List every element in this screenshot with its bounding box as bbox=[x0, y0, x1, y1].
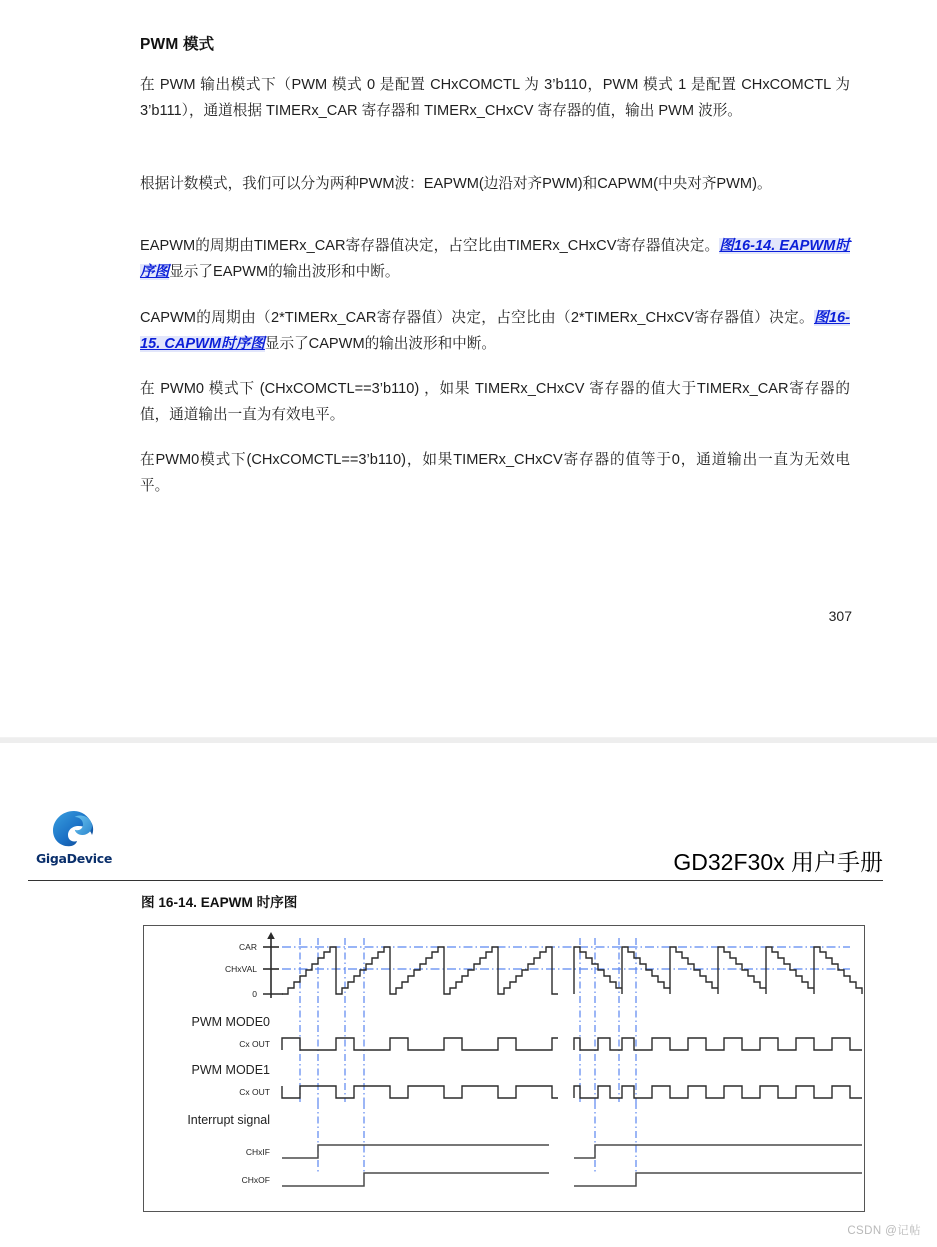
logo-wordmark: GigaDevice bbox=[35, 851, 113, 866]
label-chxif: CHxIF bbox=[245, 1147, 270, 1157]
paragraph-4-text-b: 显示了CAPWM的输出波形和中断。 bbox=[264, 335, 496, 352]
chxof-waveform bbox=[282, 1173, 862, 1186]
marker-lines-left-lower bbox=[318, 1102, 364, 1174]
reference-lines bbox=[282, 947, 850, 969]
pwm-mode1-output-waveform bbox=[282, 1086, 862, 1098]
gigadevice-logo-icon bbox=[50, 808, 98, 850]
page-title: PWM 模式 bbox=[140, 36, 215, 53]
paragraph-4-text-a: CAPWM的周期由（2*TIMERx_CAR寄存器值）决定，占空比由（2*TIMERx_CHxCV寄存器值）决定。 bbox=[140, 310, 814, 326]
label-pwm-mode1: PWM MODE1 bbox=[191, 1063, 270, 1077]
paragraph-5 bbox=[140, 377, 850, 429]
label-car: CAR bbox=[239, 942, 257, 952]
counter-waveform-up bbox=[282, 947, 558, 994]
paragraph-2 bbox=[140, 172, 850, 198]
header-title: GD32F30x 用户手册 bbox=[673, 849, 883, 875]
document-page-two bbox=[0, 743, 937, 1247]
figure-box-eapwm-timing bbox=[143, 925, 865, 1212]
label-interrupt-signal: Interrupt signal bbox=[187, 1113, 270, 1127]
csdn-watermark: CSDN @记帖 bbox=[847, 1225, 921, 1237]
label-pwm-mode0: PWM MODE0 bbox=[191, 1015, 270, 1029]
page-number: 307 bbox=[828, 608, 852, 624]
figure-caption: 图 16-14. EAPWM 时序图 bbox=[141, 895, 298, 910]
brand-logo bbox=[28, 808, 120, 866]
header-divider bbox=[28, 880, 883, 881]
paragraph-4 bbox=[140, 306, 850, 358]
paragraph-3-text-a: EAPWM的周期由TIMERx_CAR寄存器值决定，占空比由TIMERx_CHxCV寄存器值决定。 bbox=[140, 238, 720, 254]
label-cx-out-mode0: Cx OUT bbox=[239, 1039, 270, 1049]
paragraph-6 bbox=[140, 448, 850, 500]
counter-axis bbox=[263, 932, 283, 998]
paragraph-6-text: 在PWM0模式下(CHxCOMCTL==3’b110)，如果TIMERx_CHxCV寄存器的值等于0，通道输出一直为无效电平。 bbox=[140, 452, 850, 494]
figure-link-16-14[interactable]: 图16-14. EAPWM时序图 bbox=[140, 238, 850, 280]
paragraph-1-text: 在 PWM 输出模式下（PWM 模式 0 是配置 CHxCOMCTL 为 3’b110，PWM 模式 1 是配置 CHxCOMCTL 为 3’b111），通道根据 TIMERx_CAR 寄存器和 TIMERx_CHxCV 寄存器的值，输出 PWM 波形。 bbox=[140, 77, 850, 119]
paragraph-3-text-b: 显示了EAPWM的输出波形和中断。 bbox=[169, 263, 400, 280]
paragraph-2-text: 根据计数模式，我们可以分为两种PWM波：EAPWM(边沿对齐PWM)和CAPWM(中央对齐PWM)。 bbox=[140, 176, 772, 192]
eapwm-timing-diagram bbox=[144, 926, 866, 1211]
paragraph-1 bbox=[140, 73, 850, 125]
counter-waveform-down bbox=[574, 947, 862, 994]
marker-lines-left bbox=[300, 938, 364, 1102]
label-chxof: CHxOF bbox=[241, 1175, 270, 1185]
marker-lines-right bbox=[580, 938, 636, 1102]
label-cx-out-mode1: Cx OUT bbox=[239, 1087, 270, 1097]
marker-lines-right-lower bbox=[595, 1102, 636, 1174]
figure-link-16-15[interactable]: 图16-15. CAPWM时序图 bbox=[140, 310, 850, 352]
label-chxval: CHxVAL bbox=[225, 964, 257, 974]
paragraph-3 bbox=[140, 234, 850, 286]
label-zero: 0 bbox=[252, 989, 257, 999]
paragraph-5-text: 在 PWM0 模式下 (CHxCOMCTL==3’b110) ，如果 TIMERx_CHxCV 寄存器的值大于TIMERx_CAR寄存器的值，通道输出一直为有效电平。 bbox=[140, 381, 850, 423]
pwm-mode0-output-waveform bbox=[282, 1038, 862, 1050]
chxif-waveform bbox=[282, 1145, 862, 1158]
document-header bbox=[28, 808, 883, 876]
